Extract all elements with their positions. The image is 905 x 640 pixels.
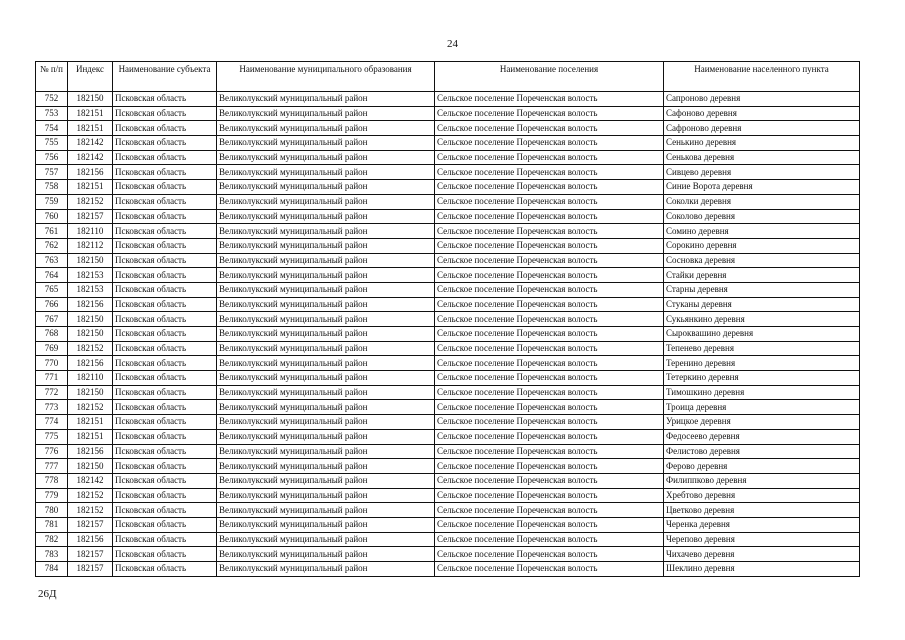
settlement-cell: Сельское поселение Пореченская волость (435, 106, 664, 121)
row-number-cell: 762 (36, 238, 68, 253)
locality-cell: Сафоново деревня (664, 106, 860, 121)
page-number: 24 (447, 38, 458, 50)
municipality-cell: Великолукский муниципальный район (217, 473, 435, 488)
row-number-cell: 758 (36, 180, 68, 195)
index-cell: 182157 (68, 547, 113, 562)
row-number-cell: 764 (36, 268, 68, 283)
table-header-row (36, 62, 860, 92)
municipality-cell: Великолукский муниципальный район (217, 459, 435, 474)
settlement-cell: Сельское поселение Пореченская волость (435, 473, 664, 488)
settlement-cell: Сельское поселение Пореченская волость (435, 282, 664, 297)
settlement-cell: Сельское поселение Пореченская волость (435, 92, 664, 107)
table-row (36, 312, 860, 327)
table-row (36, 385, 860, 400)
municipality-cell: Великолукский муниципальный район (217, 180, 435, 195)
subject-cell: Псковская область (113, 459, 217, 474)
index-cell: 182142 (68, 150, 113, 165)
locality-cell: Шеклино деревня (664, 562, 860, 577)
row-number-cell: 754 (36, 121, 68, 136)
municipality-cell: Великолукский муниципальный район (217, 356, 435, 371)
index-cell: 182152 (68, 503, 113, 518)
subject-cell: Псковская область (113, 150, 217, 165)
table-row (36, 400, 860, 415)
subject-cell: Псковская область (113, 547, 217, 562)
index-cell: 182151 (68, 121, 113, 136)
row-number-cell: 760 (36, 209, 68, 224)
index-cell: 182152 (68, 400, 113, 415)
settlement-cell: Сельское поселение Пореченская волость (435, 136, 664, 151)
settlement-cell: Сельское поселение Пореченская волость (435, 356, 664, 371)
settlement-cell: Сельское поселение Пореченская волость (435, 385, 664, 400)
locality-cell: Фелистово деревня (664, 444, 860, 459)
header-municipality: Наименование муниципального образования (217, 62, 435, 92)
settlement-cell: Сельское поселение Пореченская волость (435, 209, 664, 224)
header-locality: Наименование населенного пункта (664, 62, 860, 92)
municipality-cell: Великолукский муниципальный район (217, 341, 435, 356)
locality-cell: Тетеркино деревня (664, 371, 860, 386)
table-row (36, 180, 860, 195)
table-row (36, 150, 860, 165)
table-row (36, 532, 860, 547)
settlement-cell: Сельское поселение Пореченская волость (435, 121, 664, 136)
locality-cell: Троица деревня (664, 400, 860, 415)
settlement-cell: Сельское поселение Пореченская волость (435, 180, 664, 195)
locality-cell: Филиппково деревня (664, 473, 860, 488)
table-row (36, 415, 860, 430)
table-row (36, 327, 860, 342)
locality-cell: Черенка деревня (664, 517, 860, 532)
table-row (36, 503, 860, 518)
locality-cell: Сенькова деревня (664, 150, 860, 165)
row-number-cell: 753 (36, 106, 68, 121)
index-cell: 182151 (68, 106, 113, 121)
header-settlement: Наименование поселения (435, 62, 664, 92)
locality-cell: Стуканы деревня (664, 297, 860, 312)
locality-cell: Теренино деревня (664, 356, 860, 371)
subject-cell: Псковская область (113, 488, 217, 503)
index-cell: 182151 (68, 180, 113, 195)
municipality-cell: Великолукский муниципальный район (217, 503, 435, 518)
locality-cell: Старны деревня (664, 282, 860, 297)
row-number-cell: 755 (36, 136, 68, 151)
subject-cell: Псковская область (113, 517, 217, 532)
municipality-cell: Великолукский муниципальный район (217, 165, 435, 180)
locality-cell: Чихачево деревня (664, 547, 860, 562)
settlement-cell: Сельское поселение Пореченская волость (435, 341, 664, 356)
municipality-cell: Великолукский муниципальный район (217, 400, 435, 415)
locality-cell: Сомино деревня (664, 224, 860, 239)
index-cell: 182150 (68, 253, 113, 268)
municipality-cell: Великолукский муниципальный район (217, 268, 435, 283)
index-cell: 182151 (68, 429, 113, 444)
table-row (36, 429, 860, 444)
locality-cell: Сивцево деревня (664, 165, 860, 180)
locality-cell: Сенькино деревня (664, 136, 860, 151)
index-cell: 182150 (68, 92, 113, 107)
index-cell: 182156 (68, 297, 113, 312)
subject-cell: Псковская область (113, 224, 217, 239)
footer-code: 26Д (38, 588, 57, 600)
row-number-cell: 773 (36, 400, 68, 415)
subject-cell: Псковская область (113, 371, 217, 386)
settlement-cell: Сельское поселение Пореченская волость (435, 400, 664, 415)
index-cell: 182152 (68, 488, 113, 503)
table-row (36, 253, 860, 268)
locality-cell: Сорокино деревня (664, 238, 860, 253)
row-number-cell: 782 (36, 532, 68, 547)
row-number-cell: 774 (36, 415, 68, 430)
table-row (36, 224, 860, 239)
subject-cell: Псковская область (113, 92, 217, 107)
settlement-cell: Сельское поселение Пореченская волость (435, 459, 664, 474)
municipality-cell: Великолукский муниципальный район (217, 282, 435, 297)
table-row (36, 473, 860, 488)
index-cell: 182110 (68, 371, 113, 386)
row-number-cell: 763 (36, 253, 68, 268)
row-number-cell: 778 (36, 473, 68, 488)
row-number-cell: 783 (36, 547, 68, 562)
table-row (36, 341, 860, 356)
municipality-cell: Великолукский муниципальный район (217, 444, 435, 459)
table-row (36, 562, 860, 577)
settlement-cell: Сельское поселение Пореченская волость (435, 327, 664, 342)
settlement-cell: Сельское поселение Пореченская волость (435, 562, 664, 577)
settlement-cell: Сельское поселение Пореченская волость (435, 238, 664, 253)
municipality-cell: Великолукский муниципальный район (217, 121, 435, 136)
table-row (36, 547, 860, 562)
settlement-cell: Сельское поселение Пореченская волость (435, 224, 664, 239)
index-cell: 182110 (68, 224, 113, 239)
table-row (36, 165, 860, 180)
subject-cell: Псковская область (113, 562, 217, 577)
index-cell: 182151 (68, 415, 113, 430)
municipality-cell: Великолукский муниципальный район (217, 209, 435, 224)
table-row (36, 238, 860, 253)
subject-cell: Псковская область (113, 444, 217, 459)
settlements-table (35, 61, 860, 577)
settlement-cell: Сельское поселение Пореченская волость (435, 429, 664, 444)
subject-cell: Псковская область (113, 400, 217, 415)
municipality-cell: Великолукский муниципальный район (217, 253, 435, 268)
locality-cell: Соколово деревня (664, 209, 860, 224)
index-cell: 182156 (68, 165, 113, 180)
municipality-cell: Великолукский муниципальный район (217, 150, 435, 165)
header-row-number: № п/п (36, 62, 68, 92)
subject-cell: Псковская область (113, 385, 217, 400)
index-cell: 182150 (68, 312, 113, 327)
municipality-cell: Великолукский муниципальный район (217, 136, 435, 151)
row-number-cell: 777 (36, 459, 68, 474)
locality-cell: Сукьянкино деревня (664, 312, 860, 327)
municipality-cell: Великолукский муниципальный район (217, 194, 435, 209)
row-number-cell: 780 (36, 503, 68, 518)
municipality-cell: Великолукский муниципальный район (217, 327, 435, 342)
municipality-cell: Великолукский муниципальный район (217, 488, 435, 503)
locality-cell: Тимошкино деревня (664, 385, 860, 400)
municipality-cell: Великолукский муниципальный район (217, 371, 435, 386)
row-number-cell: 759 (36, 194, 68, 209)
locality-cell: Хребтово деревня (664, 488, 860, 503)
municipality-cell: Великолукский муниципальный район (217, 106, 435, 121)
municipality-cell: Великолукский муниципальный район (217, 297, 435, 312)
index-cell: 182157 (68, 517, 113, 532)
subject-cell: Псковская область (113, 341, 217, 356)
settlement-cell: Сельское поселение Пореченская волость (435, 415, 664, 430)
settlement-cell: Сельское поселение Пореченская волость (435, 547, 664, 562)
row-number-cell: 776 (36, 444, 68, 459)
locality-cell: Урицкое деревня (664, 415, 860, 430)
settlement-cell: Сельское поселение Пореченская волость (435, 312, 664, 327)
index-cell: 182150 (68, 385, 113, 400)
settlement-cell: Сельское поселение Пореченская волость (435, 488, 664, 503)
locality-cell: Сосновка деревня (664, 253, 860, 268)
subject-cell: Псковская область (113, 268, 217, 283)
municipality-cell: Великолукский муниципальный район (217, 415, 435, 430)
subject-cell: Псковская область (113, 473, 217, 488)
subject-cell: Псковская область (113, 121, 217, 136)
row-number-cell: 761 (36, 224, 68, 239)
subject-cell: Псковская область (113, 429, 217, 444)
municipality-cell: Великолукский муниципальный район (217, 385, 435, 400)
subject-cell: Псковская область (113, 297, 217, 312)
subject-cell: Псковская область (113, 209, 217, 224)
locality-cell: Тепенево деревня (664, 341, 860, 356)
locality-cell: Сафроново деревня (664, 121, 860, 136)
municipality-cell: Великолукский муниципальный район (217, 547, 435, 562)
locality-cell: Соколки деревня (664, 194, 860, 209)
index-cell: 182153 (68, 282, 113, 297)
row-number-cell: 768 (36, 327, 68, 342)
settlement-cell: Сельское поселение Пореченская волость (435, 517, 664, 532)
table-body (36, 92, 860, 577)
table-row (36, 268, 860, 283)
row-number-cell: 766 (36, 297, 68, 312)
row-number-cell: 752 (36, 92, 68, 107)
municipality-cell: Великолукский муниципальный район (217, 429, 435, 444)
subject-cell: Псковская область (113, 356, 217, 371)
row-number-cell: 772 (36, 385, 68, 400)
locality-cell: Федосеево деревня (664, 429, 860, 444)
table-row (36, 297, 860, 312)
subject-cell: Псковская область (113, 327, 217, 342)
table-row (36, 488, 860, 503)
municipality-cell: Великолукский муниципальный район (217, 312, 435, 327)
row-number-cell: 784 (36, 562, 68, 577)
row-number-cell: 775 (36, 429, 68, 444)
locality-cell: Синие Ворота деревня (664, 180, 860, 195)
row-number-cell: 769 (36, 341, 68, 356)
settlement-cell: Сельское поселение Пореченская волость (435, 194, 664, 209)
subject-cell: Псковская область (113, 415, 217, 430)
index-cell: 182157 (68, 209, 113, 224)
municipality-cell: Великолукский муниципальный район (217, 238, 435, 253)
index-cell: 182150 (68, 459, 113, 474)
index-cell: 182152 (68, 341, 113, 356)
settlement-cell: Сельское поселение Пореченская волость (435, 165, 664, 180)
index-cell: 182156 (68, 356, 113, 371)
index-cell: 182156 (68, 532, 113, 547)
locality-cell: Цветково деревня (664, 503, 860, 518)
index-cell: 182153 (68, 268, 113, 283)
table-row (36, 371, 860, 386)
table-row (36, 92, 860, 107)
row-number-cell: 770 (36, 356, 68, 371)
subject-cell: Псковская область (113, 253, 217, 268)
row-number-cell: 765 (36, 282, 68, 297)
subject-cell: Псковская область (113, 503, 217, 518)
locality-cell: Черепово деревня (664, 532, 860, 547)
header-index: Индекс (68, 62, 113, 92)
index-cell: 182142 (68, 473, 113, 488)
table-row (36, 194, 860, 209)
row-number-cell: 757 (36, 165, 68, 180)
settlement-cell: Сельское поселение Пореченская волость (435, 268, 664, 283)
table-row (36, 356, 860, 371)
settlement-cell: Сельское поселение Пореченская волость (435, 297, 664, 312)
municipality-cell: Великолукский муниципальный район (217, 562, 435, 577)
settlement-cell: Сельское поселение Пореченская волость (435, 444, 664, 459)
subject-cell: Псковская область (113, 180, 217, 195)
table-row (36, 136, 860, 151)
locality-cell: Сыроквашино деревня (664, 327, 860, 342)
locality-cell: Стайки деревня (664, 268, 860, 283)
table-row (36, 517, 860, 532)
subject-cell: Псковская область (113, 532, 217, 547)
header-subject: Наименование субъекта (113, 62, 217, 92)
locality-cell: Ферово деревня (664, 459, 860, 474)
settlement-cell: Сельское поселение Пореченская волость (435, 150, 664, 165)
row-number-cell: 756 (36, 150, 68, 165)
row-number-cell: 781 (36, 517, 68, 532)
settlement-cell: Сельское поселение Пореченская волость (435, 503, 664, 518)
table-row (36, 444, 860, 459)
municipality-cell: Великолукский муниципальный район (217, 224, 435, 239)
row-number-cell: 771 (36, 371, 68, 386)
subject-cell: Псковская область (113, 282, 217, 297)
subject-cell: Псковская область (113, 238, 217, 253)
table-row (36, 209, 860, 224)
settlement-cell: Сельское поселение Пореченская волость (435, 532, 664, 547)
index-cell: 182152 (68, 194, 113, 209)
subject-cell: Псковская область (113, 136, 217, 151)
index-cell: 182156 (68, 444, 113, 459)
settlement-cell: Сельское поселение Пореченская волость (435, 253, 664, 268)
index-cell: 182112 (68, 238, 113, 253)
index-cell: 182157 (68, 562, 113, 577)
subject-cell: Псковская область (113, 312, 217, 327)
municipality-cell: Великолукский муниципальный район (217, 92, 435, 107)
index-cell: 182150 (68, 327, 113, 342)
subject-cell: Псковская область (113, 106, 217, 121)
subject-cell: Псковская область (113, 165, 217, 180)
table-row (36, 106, 860, 121)
locality-cell: Сапроново деревня (664, 92, 860, 107)
table-row (36, 121, 860, 136)
settlement-cell: Сельское поселение Пореченская волость (435, 371, 664, 386)
municipality-cell: Великолукский муниципальный район (217, 517, 435, 532)
row-number-cell: 767 (36, 312, 68, 327)
municipality-cell: Великолукский муниципальный район (217, 532, 435, 547)
index-cell: 182142 (68, 136, 113, 151)
table-row (36, 282, 860, 297)
row-number-cell: 779 (36, 488, 68, 503)
table-row (36, 459, 860, 474)
subject-cell: Псковская область (113, 194, 217, 209)
